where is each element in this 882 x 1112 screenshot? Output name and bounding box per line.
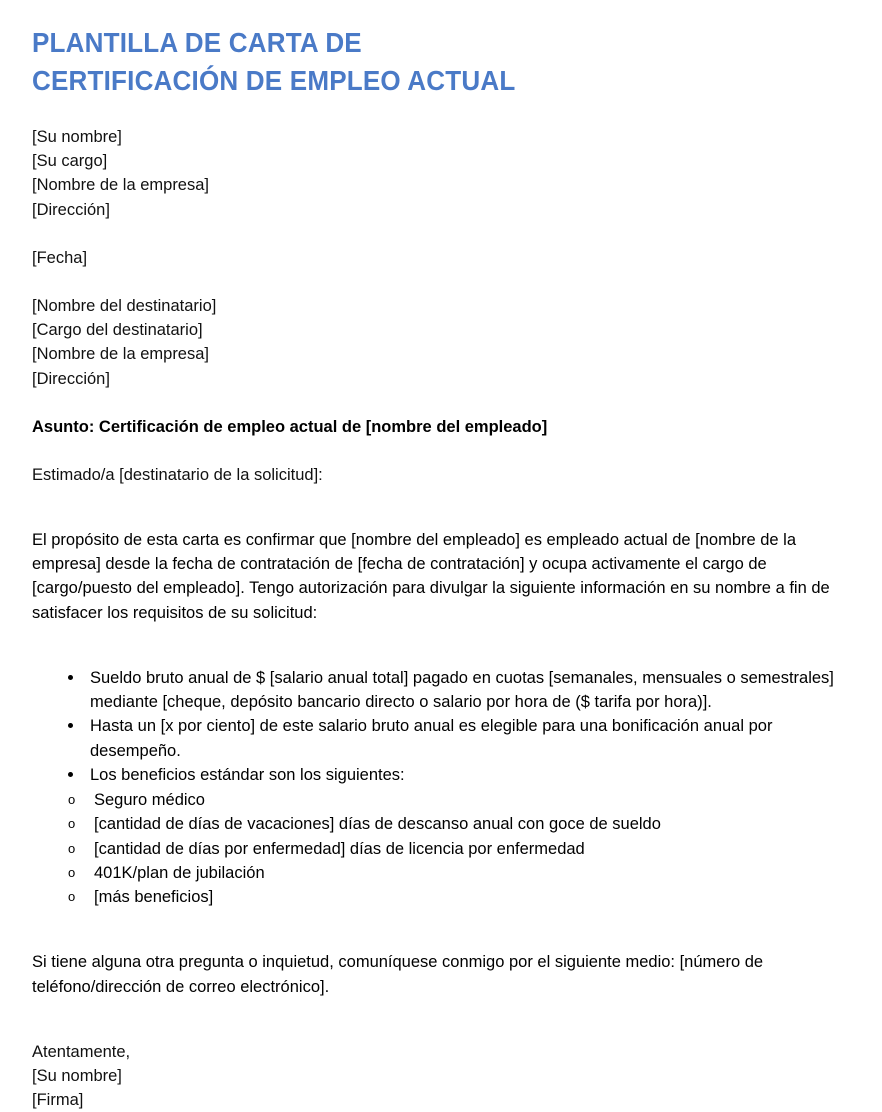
spacer-before-salutation <box>32 439 850 463</box>
sender-name: [Su nombre] <box>32 128 122 146</box>
signoff-closing: Atentamente, <box>32 1042 131 1061</box>
page-title <box>32 0 793 100</box>
recipient-name: [Nombre del destinatario] <box>32 297 217 316</box>
spacer-before-date <box>32 222 850 246</box>
salutation: Estimado/a [destinatario de la solicitud]: <box>32 465 323 484</box>
page-title-line-2: CERTIFICACIÓN DE EMPLEO ACTUAL <box>32 65 516 96</box>
spacer-before-intro <box>32 487 850 511</box>
sender-address-block <box>32 125 850 222</box>
spacer-before-signoff <box>32 1016 850 1040</box>
sender-position: [Su cargo] <box>32 152 108 171</box>
recipient-position: [Cargo del destinatario] <box>32 321 203 340</box>
list-item: o Seguro médico <box>32 788 850 812</box>
spacer-before-bullets <box>32 642 850 666</box>
spacer-after-title <box>32 100 850 125</box>
date-block <box>32 246 850 270</box>
spacer-before-recipient <box>32 270 850 294</box>
list-item: o [más beneficios] <box>32 885 850 909</box>
list-item: o [cantidad de días de vacaciones] días de descanso anual con goce de sueldo <box>32 812 850 836</box>
list-item: Hasta un [x por ciento] de este salario bruto anual es elegible para una bonificación anual por desempeño. <box>32 714 850 763</box>
benefits-bullet-list <box>32 666 850 788</box>
list-item: Sueldo bruto anual de $ [salario anual total] pagado en cuotas [semanales, mensuales o semestrales] mediante [cheque, depósito bancario directo o salario por hora de ($ tarifa por hora)]. <box>32 666 850 715</box>
recipient-address: [Dirección] <box>32 369 110 388</box>
page-title-line-1: PLANTILLA DE CARTA DE <box>32 27 362 58</box>
subject-line: Asunto: Certificación de empleo actual de [nombre del empleado] <box>32 417 548 436</box>
closing-paragraph: Si tiene alguna otra pregunta o inquietud, comuníquese conmigo por el siguiente medio: [número de teléfono/dirección de correo electrónico]. <box>32 953 764 996</box>
letter-date: [Fecha] <box>32 248 88 267</box>
signoff-signature: [Firma] <box>32 1090 84 1109</box>
spacer-before-subject <box>32 391 850 415</box>
standard-benefits-sublist <box>32 788 850 910</box>
recipient-address-block <box>32 294 850 391</box>
intro-paragraph: El propósito de esta carta es confirmar que [nombre del empleado] es empleado actual de [nombre de la empresa] desde la fecha de contratación de [fecha de contratación] y ocupa activamente el cargo de [cargo/puesto del empleado]. Tengo autorización para divulgar la siguiente información en su nombre a fin de satisfacer los requisitos de su solicitud: <box>32 530 830 622</box>
spacer-before-closing <box>32 910 850 934</box>
list-item: o [cantidad de días por enfermedad] días de licencia por enfermedad <box>32 837 850 861</box>
list-item: Los beneficios estándar son los siguientes: <box>32 763 850 787</box>
signoff-block <box>32 1040 850 1112</box>
signoff-name: [Su nombre] <box>32 1066 122 1085</box>
list-item: o 401K/plan de jubilación <box>32 861 850 885</box>
sender-address: [Dirección] <box>32 200 110 219</box>
recipient-company: [Nombre de la empresa] <box>32 345 209 364</box>
sender-company: [Nombre de la empresa] <box>32 176 209 195</box>
